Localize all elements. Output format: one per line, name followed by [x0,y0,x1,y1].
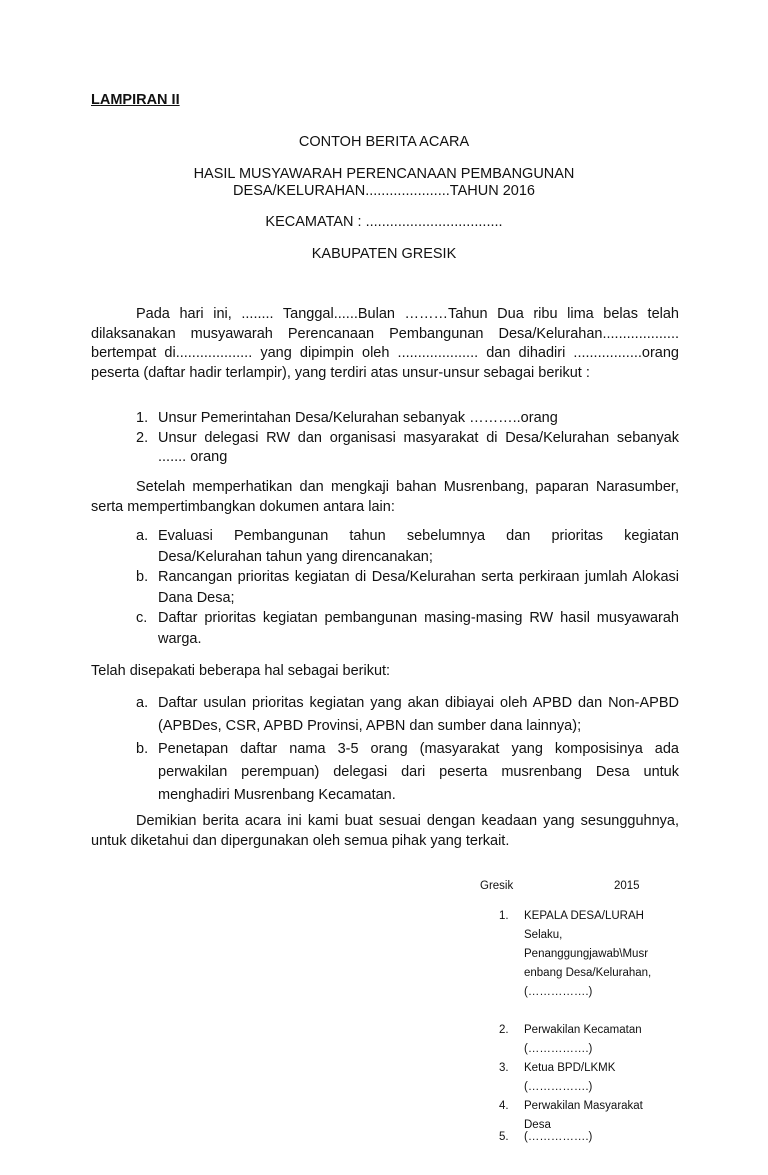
list-item [136,429,679,468]
document-subtitle: HASIL MUSYAWARAH PERENCANAAN PEMBANGUNAN [193,166,575,182]
list-letter: b. [136,569,149,585]
list-number: 1. [136,410,149,426]
signatory-line: (…………….) [524,1043,593,1055]
list-item [499,907,679,1002]
list-item [136,567,679,608]
signatory-line: enbang Desa/Kelurahan, [524,967,652,979]
list-text: Unsur delegasi RW dan organisasi masyarakat di Desa/Kelurahan sebanyak ....... orang [158,429,679,465]
consideration-paragraph: Setelah memperhatikan dan mengkaji bahan Musrenbang, paparan Narasumber, serta mempertimbangkan dokumen antara lain: [91,479,679,515]
signatory-3 [499,1059,679,1097]
list-item [136,692,679,738]
signatory-1 [499,907,679,1002]
regency-line: KABUPATEN GRESIK [311,246,457,262]
district-line: KECAMATAN : .................................. [265,214,503,230]
list-item [136,409,679,429]
signatory-line: Perwakilan Masyarakat [524,1100,643,1112]
signature-year: 2015 [614,880,640,892]
document-list [136,526,679,649]
list-letter: c. [136,610,148,626]
list-item [499,1021,679,1059]
list-text: Penetapan daftar nama 3-5 orang (masyarakat yang komposisinya ada perwakilan perempuan) delegasi dari peserta musrenbang Desa untuk menghadiri Musrenbang Kecamatan. [158,741,679,803]
opening-paragraph: Pada hari ini, ........ Tanggal......Bulan ………Tahun Dua ribu lima belas telah dilaksanakan musyawarah Perencanaan Pembangunan Desa/Kelurahan................... bertempat di................... yang dipimpin oleh .................... dan dihadiri .................orang peserta (daftar hadir terlampir), yang terdiri atas unsur-unsur sebagai berikut : [91,306,679,381]
signatory-line: Ketua BPD/LKMK [524,1062,616,1074]
list-number: 2. [136,429,149,446]
participant-list [136,409,679,468]
list-number: 3. [499,1062,509,1074]
list-letter: a. [136,695,149,711]
signatory-line: Perwakilan Kecamatan [524,1024,642,1036]
list-item [136,738,679,807]
list-item [499,1059,679,1097]
list-text: Daftar usulan prioritas kegiatan yang akan dibiayai oleh APBD dan Non-APBD (APBDes, CSR, APBD Provinsi, APBN dan sumber dana lainnya); [158,695,679,734]
list-number: 4. [499,1100,509,1112]
closing-paragraph: Demikian berita acara ini kami buat sesuai dengan keadaan yang sesungguhnya, untuk diketahui dan dipergunakan oleh semua pihak yang terkait. [91,813,679,849]
list-item [499,1128,679,1147]
signatory-line: Selaku, [524,929,563,941]
list-letter: b. [136,741,149,757]
list-text: Evaluasi Pembangunan tahun sebelumnya dan prioritas kegiatan Desa/Kelurahan tahun yang direncanakan; [158,528,679,565]
signatory-line: (…………….) [524,1131,593,1143]
list-text: Rancangan prioritas kegiatan di Desa/Kelurahan serta perkiraan jumlah Alokasi Dana Desa; [158,569,679,606]
list-number: 2. [499,1024,509,1036]
village-year-line: DESA/KELURAHAN.....................TAHUN 2016 [233,183,535,199]
signature-place: Gresik [480,880,514,892]
signatory-line: Penanggungjawab\Musr [524,948,649,960]
attachment-heading: LAMPIRAN II [91,92,180,108]
signatory-2 [499,1021,679,1059]
list-text: Unsur Pemerintahan Desa/Kelurahan sebanyak ………..orang [158,410,558,426]
document-title: CONTOH BERITA ACARA [298,134,470,150]
list-letter: a. [136,528,149,544]
list-item [136,526,679,567]
list-text: Daftar prioritas kegiatan pembangunan masing-masing RW hasil musyawarah warga. [158,610,679,647]
signatory-line: (…………….) [524,1081,593,1093]
list-number: 1. [499,910,509,922]
signatory-line: Desa [524,1119,551,1131]
list-item [136,608,679,649]
signatory-line: (…………….) [524,986,593,998]
agreement-paragraph: Telah disepakati beberapa hal sebagai berikut: [91,663,391,679]
agreement-list [136,692,679,807]
signatory-line: KEPALA DESA/LURAH [524,910,644,922]
signatory-5 [499,1128,679,1147]
list-number: 5. [499,1131,509,1143]
